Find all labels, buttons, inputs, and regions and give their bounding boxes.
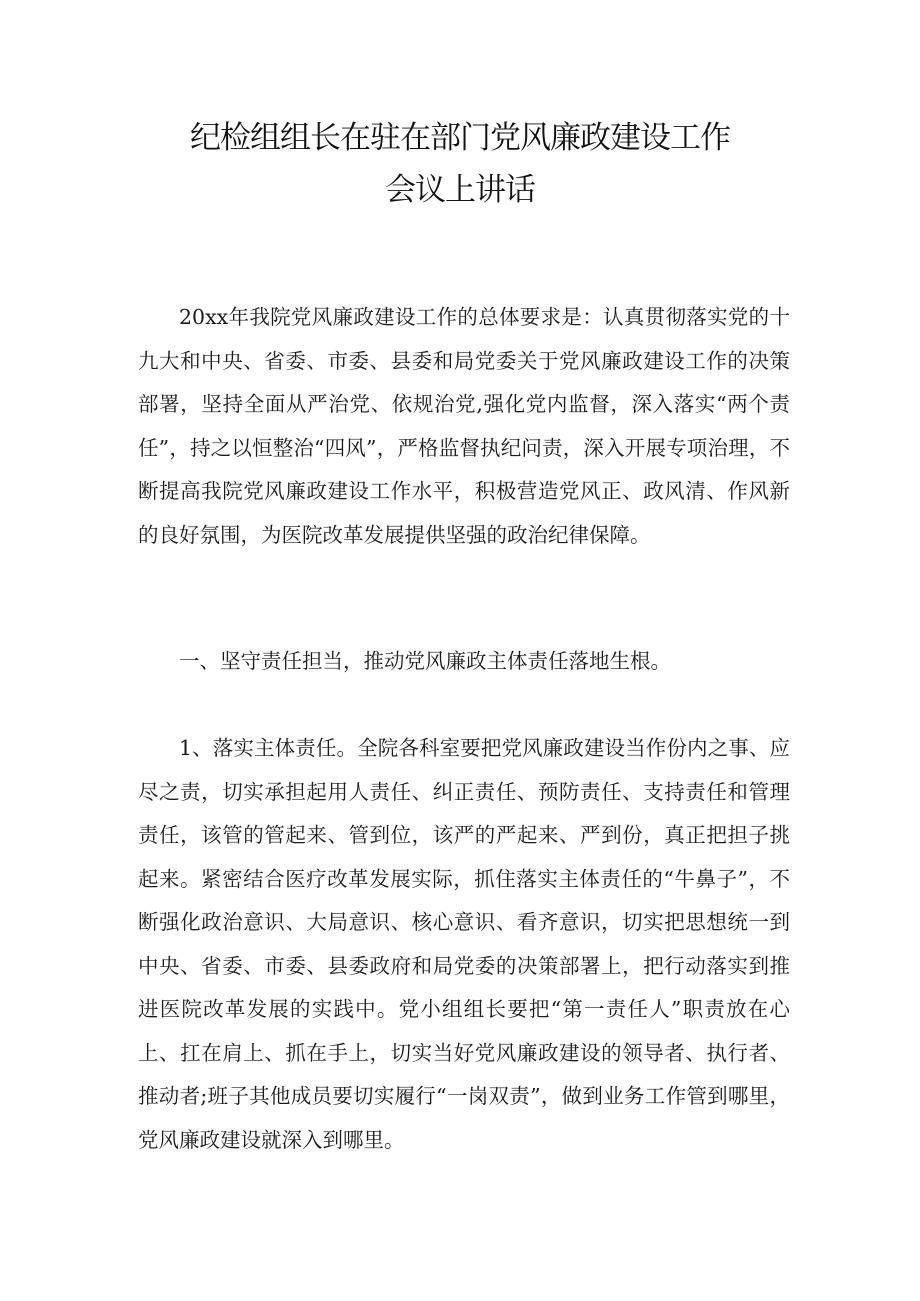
intro-paragraph: 20xx年我院党风廉政建设工作的总体要求是：认真贯彻落实党的十九大和中央、省委、市委、县委和局党委关于党风廉政建设工作的决策部署，坚持全面从严治党、依规治党,强化党内监督，深入落实“两个责任”，持之以恒整治“四风”，严格监督执纪问责，深入开展专项治理，不断提高我院党风廉政建设工作水平，积极营造党风正、政风清、作风新的良好氛围，为医院改革发展提供坚强的政治纪律保障。 bbox=[138, 305, 790, 547]
paragraph-1: 1、落实主体责任。全院各科室要把党风廉政建设当作份内之事、应尽之责，切实承担起用人责任、纠正责任、预防责任、支持责任和管理责任，该管的管起来、管到位，该严的严起来、严到份，真正把担子挑起来。紧密结合医疗改革发展实际，抓住落实主体责任的“牛鼻子”，不断强化政治意识、大局意识、核心意识、看齐意识，切实把思想统一到中央、省委、市委、县委政府和局党委的决策部署上，把行动落实到推进医院改革发展的实践中。党小组组长要把“第一责任人”职责放在心上、扛在肩上、抓在手上，切实当好党风廉政建设的领导者、执行者、推动者;班子其他成员要切实履行“一岗双责”，做到业务工作管到哪里，党风廉政建设就深入到哪里。 bbox=[138, 736, 790, 1152]
section-heading-1: 一、坚守责任担当，推动党风廉政主体责任落地生根。 bbox=[179, 649, 671, 673]
document-title bbox=[0, 112, 920, 216]
title-line-2: 会议上讲话 bbox=[385, 172, 535, 208]
title-line-1: 纪检组组长在驻在部门党风廉政建设工作 bbox=[190, 120, 730, 156]
